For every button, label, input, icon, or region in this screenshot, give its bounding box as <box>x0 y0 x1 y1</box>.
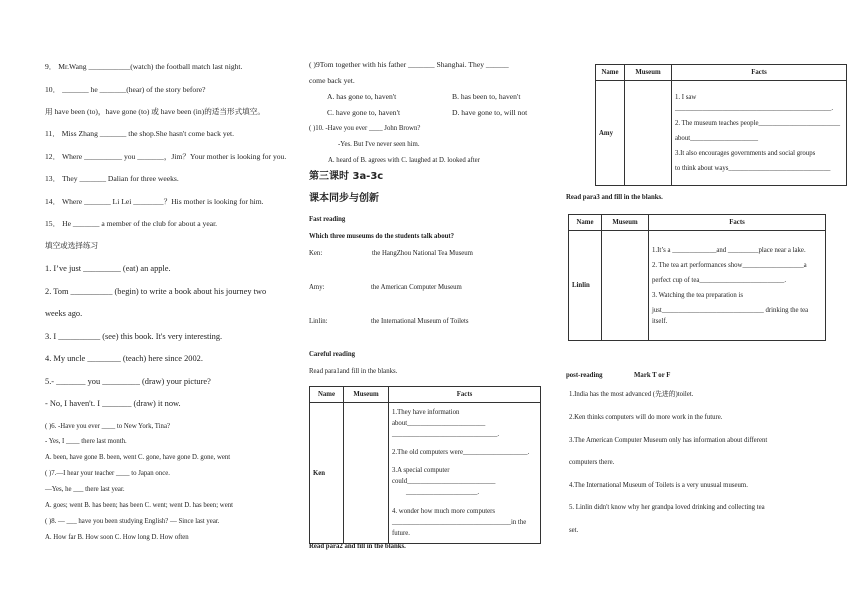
table-header: Facts <box>672 65 847 81</box>
exercise-2-cont: weeks ago. <box>45 309 83 318</box>
fact-line: _______________________________. <box>392 431 500 438</box>
name-cell: Linlin <box>569 231 602 341</box>
student-museum: the International Museum of Toilets <box>371 318 469 325</box>
fast-reading-question: Which three museums do the students talk about? <box>309 233 455 240</box>
para3-instruction: Read para3 and fill in the blanks. <box>566 194 663 201</box>
tf-item: 3.The American Computer Museum only has information about different <box>569 437 768 444</box>
question-14: 14． Where _______ Li Lei ________？His mother is looking for him. <box>45 197 264 206</box>
fact-line: 2.The old computers were___________________. <box>392 449 530 456</box>
mc-6: ( )6. -Have you ever ____ to New York, Tina? <box>45 423 170 430</box>
mc-9-b: come back yet. <box>309 76 355 85</box>
mark-tf-label: Mark T or F <box>634 372 671 379</box>
student-museum: the HangZhou National Tea Museum <box>372 250 473 257</box>
exercise-5: 5.- _______ you _________ (draw) your picture? <box>45 377 211 386</box>
mc-7-options: A. goes; went B. has been; has been C. went; went D. has been; went <box>45 502 234 509</box>
instruction-fill: 用 have been (to)，have gone (to) 或 have been (in)的适当形式填空。 <box>45 107 265 116</box>
mc-8: ( )8. — ___ have you been studying English? — Since last year. <box>45 518 220 525</box>
ken-table <box>309 386 541 544</box>
exercise-1: 1. I’ve just _________ (eat) an apple. <box>45 264 171 273</box>
table-header: Name <box>596 65 625 81</box>
question-12: 12． Where __________ you _______，Jim？Your mother is looking for you. <box>45 152 287 161</box>
mc-9-option-d: D. have gone to, will not <box>452 108 528 117</box>
tf-item: 5. Linlin didn't know why her grandpa loved drinking and collecting tea <box>569 504 765 511</box>
student-name: Amy: <box>309 284 325 291</box>
mc-10-b: -Yes. But I've never seen him. <box>338 141 420 148</box>
facts-cell <box>649 231 826 341</box>
question-15: 15． He _______ a member of the club for about a year. <box>45 219 218 228</box>
mc-9-option-b: B. has been to, haven't <box>452 92 521 101</box>
exercise-2: 2. Tom __________ (begin) to write a book about his journey two <box>45 287 267 296</box>
mc-7: ( )7.—I hear your teacher ____ to Japan once. <box>45 470 170 477</box>
facts-cell <box>389 403 541 544</box>
table-header: Name <box>569 215 602 231</box>
fact-line: 1. I saw ______________________________________________. <box>675 94 834 112</box>
fact-line: perfect cup of tea_________________________. <box>652 276 787 284</box>
fact-line: to think about ways______________________________ <box>675 165 831 172</box>
mc-10-options: A. heard of B. agrees with C. laughed at D. looked after <box>328 157 480 164</box>
para1-instruction: Read para1and fill in the blanks. <box>309 368 398 375</box>
fact-line: 2. The tea art performances show__________________a <box>652 261 807 269</box>
fast-reading-label: Fast reading <box>309 216 346 223</box>
name-cell: Amy <box>596 81 625 186</box>
table-header: Facts <box>389 387 541 403</box>
table-header: Name <box>310 387 344 403</box>
fact-line: 4. wonder how much more computers <box>392 508 496 515</box>
student-museum: the American Computer Museum <box>371 284 462 291</box>
tf-item: 4.The International Museum of Toilets is a very unusual museum. <box>569 482 748 489</box>
section-heading: 填空或选择练习 <box>45 241 99 250</box>
fact-line: ___________________________________in the future. <box>392 519 527 537</box>
careful-reading-label: Careful reading <box>309 351 356 358</box>
student-name: Linlin: <box>309 318 328 325</box>
question-11: 11． Miss Zhang _______ the shop.She hasn't come back yet. <box>45 129 235 138</box>
table-header: Museum <box>344 387 389 403</box>
tf-item: 1.India has the most advanced (先进的)toilet. <box>569 391 694 398</box>
question-10: 10． _______ he _______(hear) of the story before? <box>45 85 206 94</box>
exercise-4: 4. My uncle ________ (teach) here since 2002. <box>45 354 203 363</box>
mc-9-option-a: A. has gone to, haven't <box>327 92 397 101</box>
mc-7-b: —Yes, he ___ there last year. <box>45 486 125 493</box>
tf-item-cont: computers there. <box>569 459 615 466</box>
table-header: Museum <box>602 215 649 231</box>
tf-item: 2.Ken thinks computers will do more work in the future. <box>569 414 723 421</box>
fact-line: 3.It also encourages governments and social groups <box>675 150 816 157</box>
student-name: Ken: <box>309 250 323 257</box>
exercise-5-answer: - No, I haven't. I _______ (draw) it now. <box>45 399 181 408</box>
fact-line: 3.A special computer could__________________________ <box>392 467 496 485</box>
fact-line: 2. The museum teaches people________________________ <box>675 120 841 127</box>
mc-8-options: A. How far B. How soon C. How long D. How often <box>45 534 189 541</box>
mc-9: ( )9Tom together with his father _______ Shanghai. They ______ <box>309 60 509 69</box>
amy-table <box>595 64 847 186</box>
section-title: 课本同步与创新 <box>309 193 379 204</box>
exercise-3: 3. I __________ (see) this book. It's very interesting. <box>45 332 223 341</box>
fact-line: 3. Watching the tea preparation is <box>652 291 744 299</box>
linlin-table <box>568 214 826 341</box>
para2-instruction: Read para2 and fill in the blanks. <box>309 543 406 550</box>
lesson-title: 第三课时 3a-3c <box>309 171 384 182</box>
museum-cell <box>625 81 672 186</box>
museum-cell <box>602 231 649 341</box>
fact-line: just______________________________ drinking the tea itself. <box>652 306 809 325</box>
post-reading-label: post-reading <box>566 372 603 379</box>
table-header: Museum <box>625 65 672 81</box>
fact-line: _____________________. <box>406 489 480 496</box>
mc-10: ( )10. -Have you ever ____ John Brown? <box>309 125 421 132</box>
question-9: 9． Mr.Wang ___________(watch) the football match last night. <box>45 62 243 71</box>
mc-9-option-c: C. have gone to, haven't <box>327 108 401 117</box>
fact-line: 1.It’s a _____________and _________place near a lake. <box>652 246 806 254</box>
mc-6-options: A. been, have gone B. been, went C. gone, have gone D. gone, went <box>45 454 231 461</box>
question-13: 13． They _______ Dalian for three weeks. <box>45 174 179 183</box>
fact-line: about____________________ <box>675 135 759 142</box>
museum-cell <box>344 403 389 544</box>
facts-cell <box>672 81 847 186</box>
tf-item-cont: set. <box>569 527 579 534</box>
name-cell: Ken <box>310 403 344 544</box>
fact-line: 1.They have information about_______________________ <box>392 409 486 427</box>
table-header: Facts <box>649 215 826 231</box>
mc-6-b: - Yes, I ____ there last month. <box>45 438 127 445</box>
